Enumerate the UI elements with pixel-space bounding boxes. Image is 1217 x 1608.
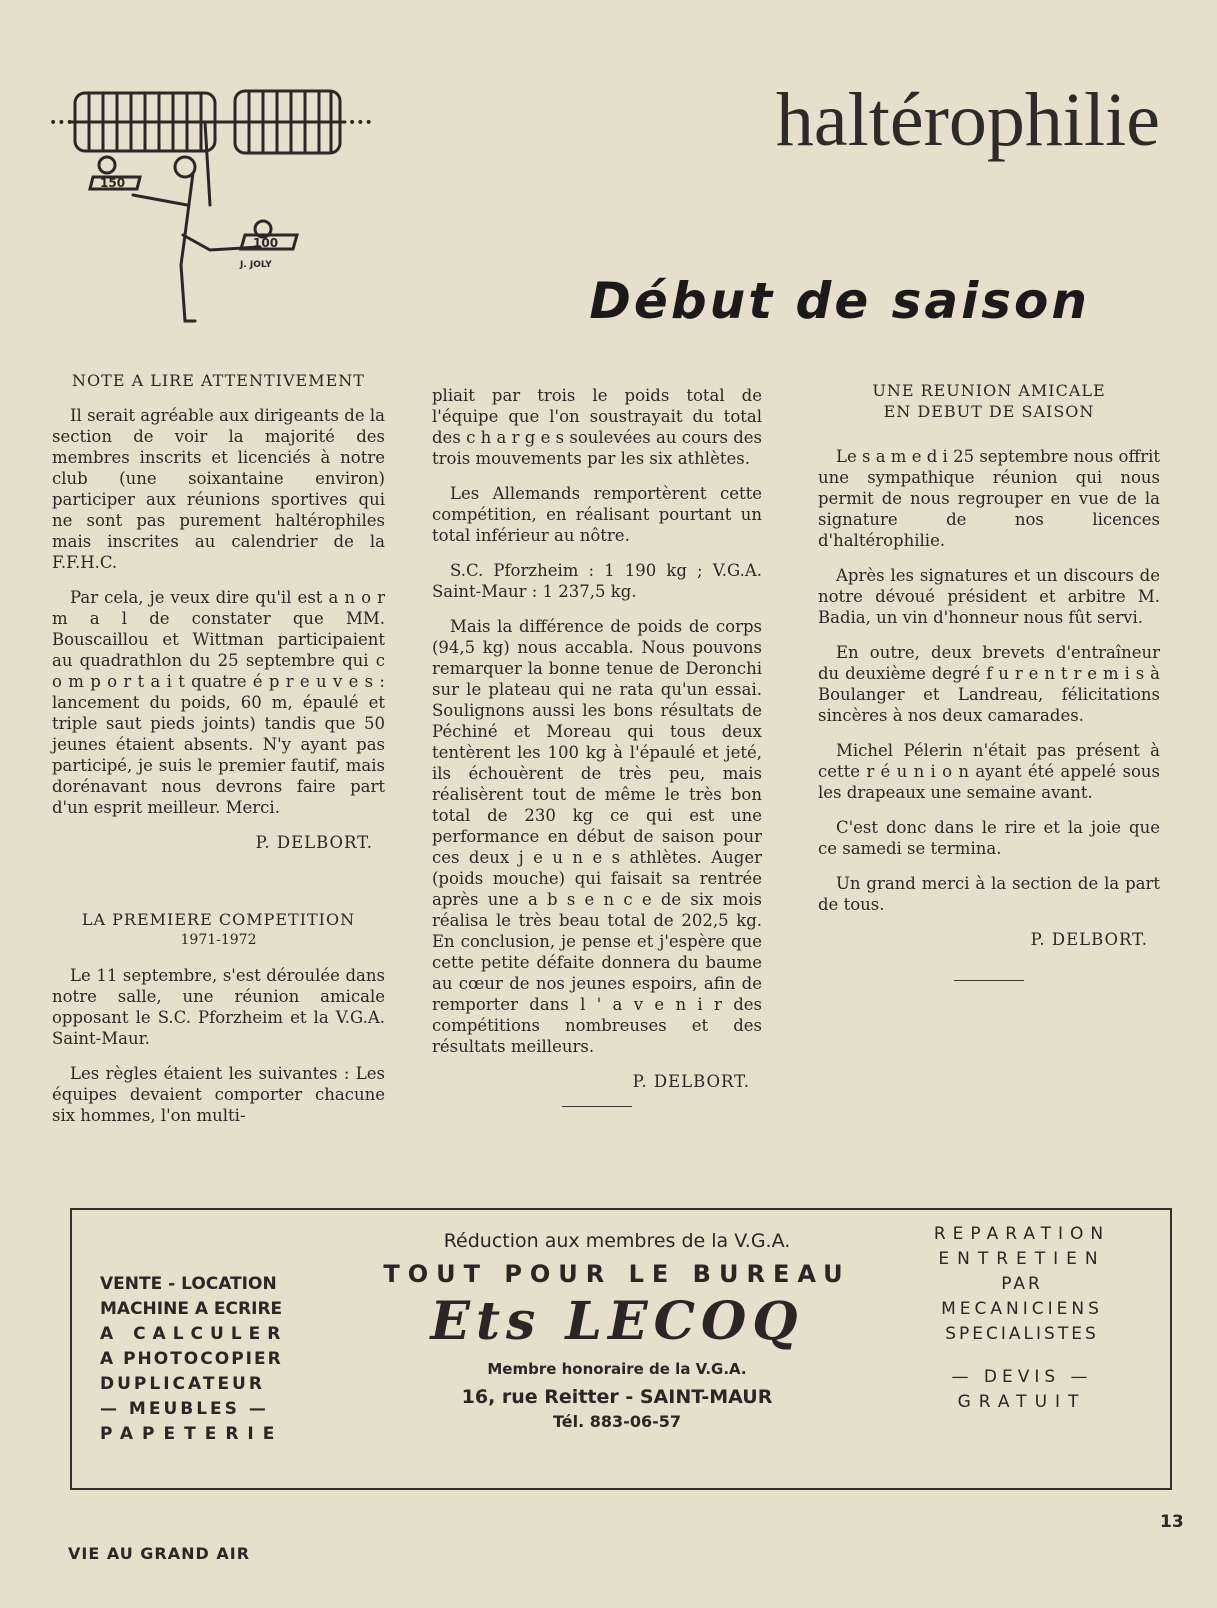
paragraph: Michel Pélerin n'était pas présent à cette r é u n i o n ayant été appelé sous les drapeaux une semaine avant.: [818, 741, 1160, 802]
signature: P. DELBORT.: [632, 1072, 750, 1091]
ad-service-line: — MEUBLES —: [100, 1399, 269, 1419]
weight-label-right: 100: [253, 236, 279, 250]
column-1: [52, 370, 385, 1140]
heading-note: NOTE A LIRE ATTENTIVEMENT: [72, 371, 365, 390]
divider: [954, 980, 1024, 981]
section-title: haltérophilie: [775, 78, 1160, 162]
ad-repair-line: SPECIALISTES: [945, 1324, 1099, 1344]
paragraph: Il serait agréable aux dirigeants de la section de voir la majorité des membres inscrits et licenciés à notre club (une soixantaine environ) participer aux réunions sportives qui ne sont pas purement haltérophiles mais inscrites au calendrier de la F.F.H.C.: [52, 406, 385, 572]
paragraph: En outre, deux brevets d'entraîneur du deuxième degré f u r e n t r e m i s à Boulanger et Landreau, félicitations sincères à nos deux camarades.: [818, 643, 1160, 725]
paragraph: Les Allemands remportèrent cette compétition, en réalisant pourtant un total inférieur au nôtre.: [432, 484, 762, 545]
weightlifter-illustration: [45, 85, 385, 335]
column-3: [818, 380, 1160, 981]
ad-tagline: TOUT POUR LE BUREAU: [383, 1260, 851, 1288]
ad-phone: Tél. 883-06-57: [553, 1412, 681, 1431]
paragraph: Les règles étaient les suivantes : Les équipes devaient comporter chacune six hommes, l'on multi-: [52, 1064, 385, 1125]
page-number: 13: [1160, 1512, 1184, 1532]
signature: P. DELBORT.: [1030, 930, 1148, 949]
paragraph: pliait par trois le poids total de l'équipe que l'on soustrayait du total des c h a r g e s soulevées au cours des trois mouvements par les six athlètes.: [432, 386, 762, 468]
paragraph: Un grand merci à la section de la part de tous.: [818, 874, 1160, 914]
ad-member: Membre honoraire de la V.G.A.: [487, 1360, 747, 1378]
divider: [562, 1106, 632, 1107]
paragraph: Par cela, je veux dire qu'il est a n o r m a l de constater que MM. Bouscaillou et Wittman participaient au quadrathlon du 25 septembre qui c o m p o r t a i t quatre é p r e u v e s : lancement du poids, 60 m, épaulé et triple saut pieds joints) tandis que 50 jeunes étaient absents. N'y ayant pas participé, je suis le premier fautif, mais dorénavant nous devrons faire part d'un esprit meilleur. Merci.: [52, 588, 385, 817]
signature: P. DELBORT.: [255, 833, 373, 852]
paragraph: Mais la différence de poids de corps (94,5 kg) nous accabla. Nous pouvons remarquer la bonne tenue de Deronchi sur le plateau qui ne rata qu'un essai. Soulignons aussi les bons résultats de Péchiné et Moreau qui tous deux tentèrent les 100 kg à l'épaulé et jeté, ils échouèrent de très peu, mais réalisèrent tout de même le très bon total de 230 kg ce qui est une performance en début de saison pour ces deux j e u n e s athlètes. Auger (poids mouche) qui faisait sa rentrée après une a b s e n c e de six mois réalisa le très beau total de 202,5 kg. En conclusion, je pense et j'espère que cette petite défaite donnera du baume au cœur de nos jeunes espoirs, afin de remporter dans l ' a v e n i r des compétitions nombreuses et des résultats meilleurs.: [432, 617, 762, 1056]
heading-reunion: [818, 380, 1160, 422]
ad-service-line: DUPLICATEUR: [100, 1374, 265, 1394]
ad-reduction: Réduction aux membres de la V.G.A.: [443, 1230, 791, 1252]
ad-service-line: VENTE - LOCATION: [100, 1274, 277, 1294]
paragraph: Le s a m e d i 25 septembre nous offrit une sympathique réunion qui nous permit de nous regrouper en vue de la signature de nos licences d'haltérophilie.: [818, 447, 1160, 550]
illustration-signature: J. JOLY: [240, 260, 272, 270]
paragraph: Après les signatures et un discours de notre dévoué président et arbitre M. Badia, un vin d'honneur nous fût servi.: [818, 566, 1160, 627]
ad-repair-line: REPARATION: [933, 1224, 1111, 1244]
ad-services-list: [100, 1272, 287, 1447]
svg-text:•••: •••: [49, 115, 74, 131]
weight-label-left: 150: [100, 176, 126, 190]
svg-text:•••: •••: [348, 115, 373, 131]
ad-devis: — DEVIS —: [951, 1367, 1093, 1387]
ad-service-line: PAPETERIE: [100, 1424, 284, 1444]
magazine-name: VIE AU GRAND AIR: [68, 1544, 251, 1563]
ad-repair-line: ENTRETIEN: [938, 1249, 1106, 1269]
paragraph: S.C. Pforzheim : 1 190 kg ; V.G.A. Saint-Maur : 1 237,5 kg.: [432, 561, 762, 601]
ad-center: [352, 1230, 882, 1431]
ad-address: 16, rue Reitter - SAINT-MAUR: [461, 1386, 773, 1408]
ad-repair-line: PAR: [1001, 1274, 1043, 1294]
heading-competition: [52, 909, 385, 951]
ad-repair-list: [902, 1222, 1142, 1415]
ad-service-line: A CALCULER: [100, 1324, 288, 1344]
paragraph: C'est donc dans le rire et la joie que ce samedi se termina.: [818, 818, 1160, 858]
heading-reunion-title: UNE REUNION AMICALE: [872, 381, 1106, 400]
article-subtitle: Début de saison: [589, 272, 1090, 330]
heading-reunion-sub: EN DEBUT DE SAISON: [883, 402, 1095, 421]
ad-repair-line: MECANICIENS: [941, 1299, 1103, 1319]
ad-company: Ets LECOQ: [430, 1291, 804, 1352]
ad-service-line: MACHINE A ECRIRE: [100, 1299, 283, 1319]
ad-gratuit: GRATUIT: [957, 1392, 1087, 1412]
heading-competition-year: 1971-1972: [180, 932, 257, 948]
advertisement-lecoq: [70, 1208, 1172, 1490]
column-2: [432, 385, 762, 1107]
ad-service-line: A PHOTOCOPIER: [100, 1349, 283, 1369]
paragraph: Le 11 septembre, s'est déroulée dans notre salle, une réunion amicale opposant le S.C. Pforzheim et la V.G.A. Saint-Maur.: [52, 966, 385, 1048]
heading-competition-title: LA PREMIERE COMPETITION: [81, 910, 356, 929]
